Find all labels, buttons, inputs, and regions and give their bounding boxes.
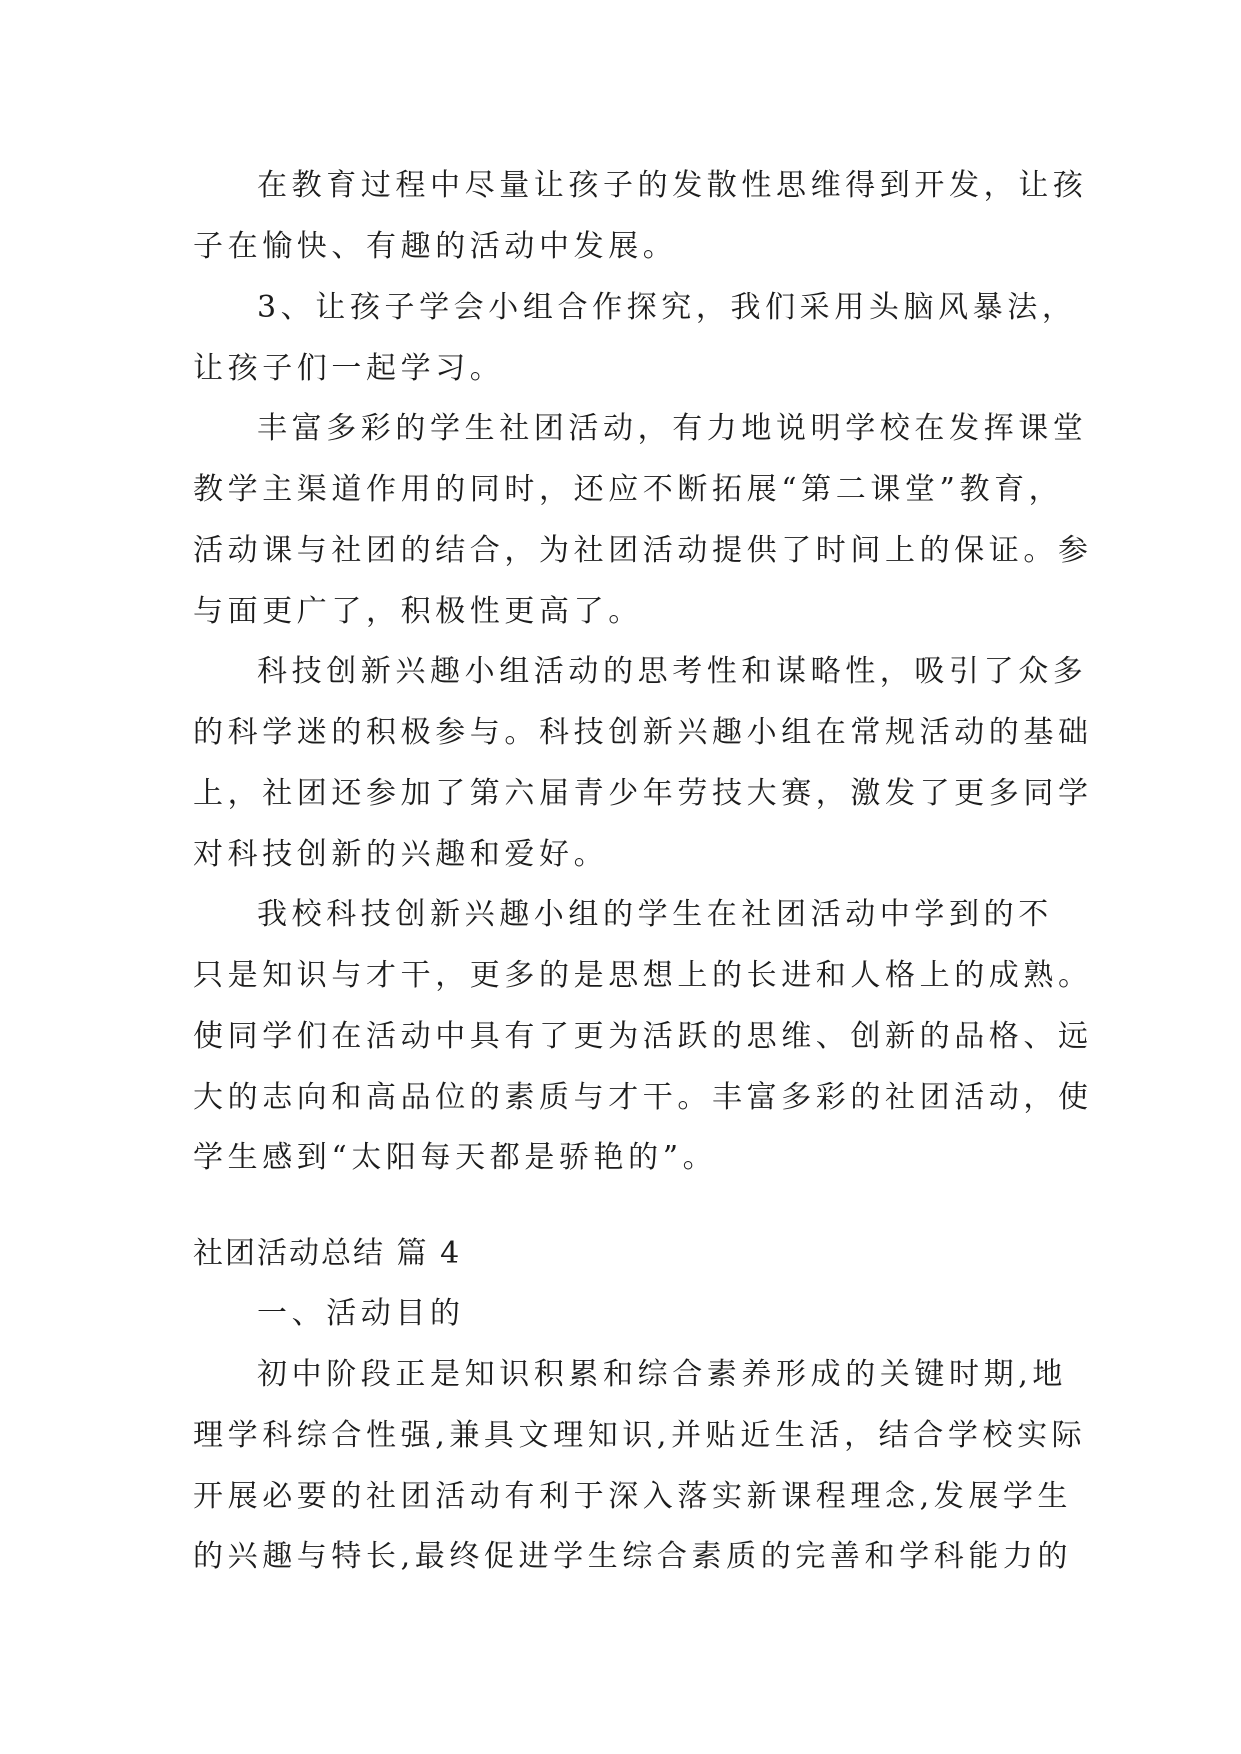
paragraph-line: 教学主渠道作用的同时，还应不断拓展“第二课堂”教育， [193,472,1064,507]
paragraph-line: 与面更广了，积极性更高了。 [193,594,643,629]
paragraph-line: 我校科技创新兴趣小组的学生在社团活动中学到的不 [257,897,1053,932]
paragraph-line: 大的志向和高品位的素质与才干。丰富多彩的社团活动，使 [193,1080,1093,1115]
paragraph-line: 开展必要的社团活动有利于深入落实新课程理念,发展学生 [193,1479,1073,1514]
paragraph-line: 让孩子们一起学习。 [193,351,505,386]
paragraph-line: 3、让孩子学会小组合作探究，我们采用头脑风暴法， [257,290,1077,325]
paragraph-line: 活动课与社团的结合，为社团活动提供了时间上的保证。参 [193,533,1093,568]
paragraph-line: 对科技创新的兴趣和爱好。 [193,837,609,872]
paragraph-line: 在教育过程中尽量让孩子的发散性思维得到开发，让孩 [257,168,1088,203]
paragraph-line: 丰富多彩的学生社团活动，有力地说明学校在发挥课堂 [257,411,1088,446]
paragraph-line: 只是知识与才干，更多的是思想上的长进和人格上的成熟。 [193,958,1093,993]
paragraph-line: 理学科综合性强,兼具文理知识,并贴近生活，结合学校实际 [193,1418,1087,1453]
paragraph-line: 的兴趣与特长,最终促进学生综合素质的完善和学科能力的 [193,1539,1073,1574]
section-heading-line: 一、活动目的 [257,1296,465,1331]
section-title: 社团活动总结 篇 4 [193,1236,462,1271]
paragraph-line: 初中阶段正是知识积累和综合素养形成的关键时期,地 [257,1357,1067,1392]
paragraph-line: 上，社团还参加了第六届青少年劳技大赛，激发了更多同学 [193,776,1093,811]
paragraph-line: 子在愉快、有趣的活动中发展。 [193,229,678,264]
paragraph-line: 学生感到“太阳每天都是骄艳的”。 [193,1140,718,1175]
paragraph-line: 科技创新兴趣小组活动的思考性和谋略性，吸引了众多 [257,654,1088,689]
paragraph-line: 的科学迷的积极参与。科技创新兴趣小组在常规活动的基础 [193,715,1093,750]
paragraph-line: 使同学们在活动中具有了更为活跃的思维、创新的品格、远 [193,1019,1093,1054]
